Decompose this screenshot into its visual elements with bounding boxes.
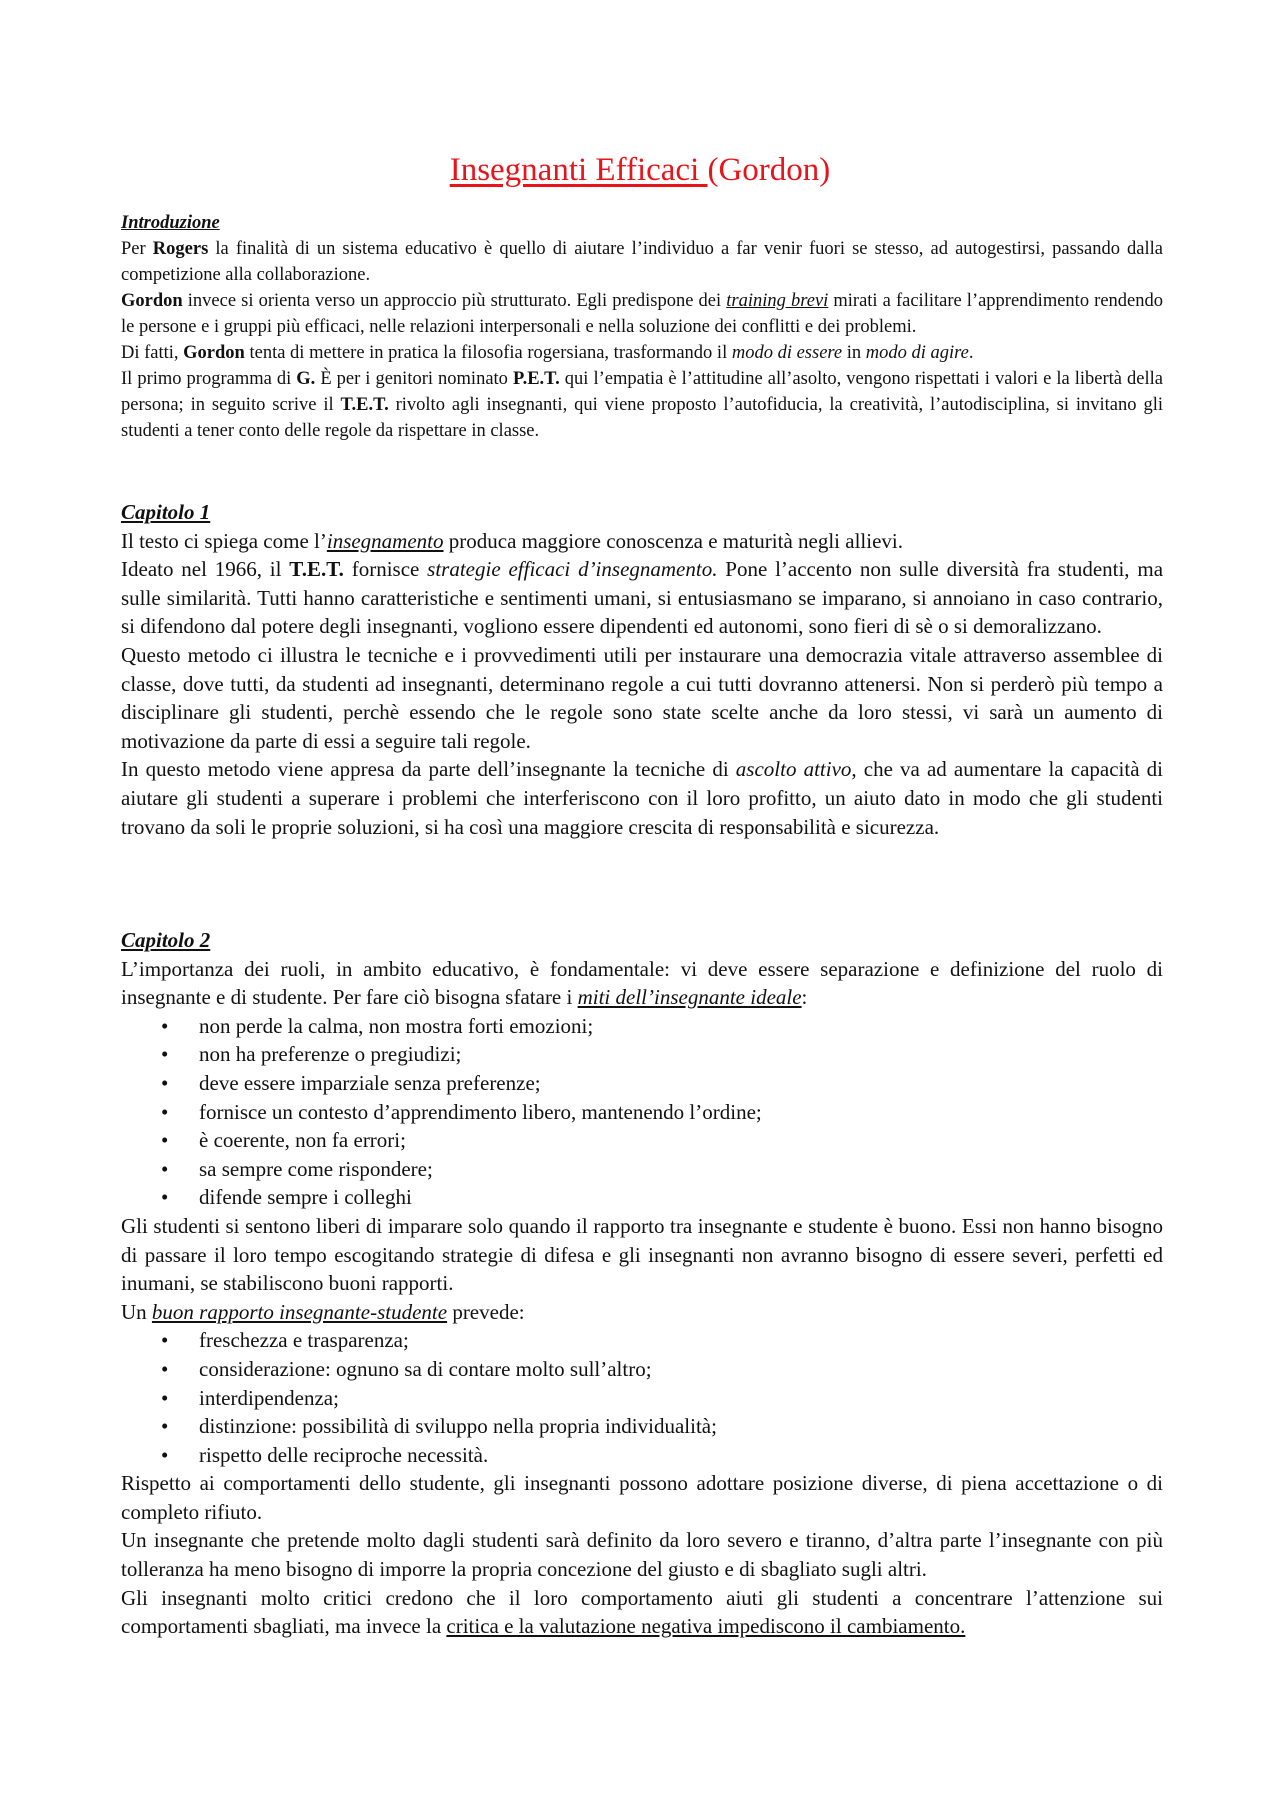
document-title <box>0 150 1280 190</box>
paragraph: Il primo programma di G. È per i genitori nominato P.E.T. qui l’empatia è l’attitudine all’asolto, vengono rispettati i valori e la libertà della persona; in seguito scrive il T.E.T. rivolto agli insegnanti, qui viene proposto l’autofiducia, la creatività, l’autodisciplina, si invitano gli studenti a tener conto delle regole da rispettare in classe. <box>121 369 1163 441</box>
paragraph: L’importanza dei ruoli, in ambito educativo, è fondamentale: vi deve essere separazione e definizione del ruolo di insegnante e di studente. Per fare ciò bisogna sfatare i miti dell’insegnante ideale: <box>121 956 1163 1010</box>
paragraph: Il testo ci spiega come l’insegnamento produca maggiore conoscenza e maturità negli allievi. <box>121 528 903 553</box>
list-item: • rispetto delle reciproche necessità. <box>121 1441 1163 1470</box>
paragraph: Ideato nel 1966, il T.E.T. fornisce strategie efficaci d’insegnamento. Pone l’accento non sulle diversità fra studenti, ma sulle similarità. Tutti hanno caratteristiche e sentimenti umani, si entusiasmano se imparano, si annoiano in caso contrario, si difendono dal potere degli insegnanti, vogliono essere dipendenti ed autonomi, sono fieri di sè o si demoralizzano. <box>121 557 1164 639</box>
list-item: • non perde la calma, non mostra forti emozioni; <box>121 1012 1163 1041</box>
list-item: • considerazione: ognuno sa di contare molto sull’altro; <box>121 1355 1163 1384</box>
list-item: • sa sempre come rispondere; <box>121 1155 1163 1184</box>
paragraph: Gordon invece si orienta verso un approccio più strutturato. Egli predispone dei training brevi mirati a facilitare l’apprendimento rendendo le persone e i gruppi più efficaci, nelle relazioni interpersonali e nella soluzione dei conflitti e dei problemi. <box>121 291 1163 337</box>
section-introduzione <box>121 210 1163 444</box>
list-item: • interdipendenza; <box>121 1384 1163 1413</box>
list-item: • deve essere imparziale senza preferenze; <box>121 1069 1163 1098</box>
paragraph: Gli studenti si sentono liberi di imparare solo quando il rapporto tra insegnante e studente è buono. Essi non hanno bisogno di passare il loro tempo escogitando strategie di difesa e gli insegnanti non avranno bisogno di essere severi, perfetti ed inumani, se stabiliscono buoni rapporti. <box>121 1213 1163 1296</box>
title-main: Insegnanti Efficaci <box>449 152 708 188</box>
title-suffix: (Gordon) <box>707 152 831 188</box>
list-item: • fornisce un contesto d’apprendimento libero, mantenendo l’ordine; <box>121 1098 1163 1127</box>
paragraph: Questo metodo ci illustra le tecniche e i provvedimenti utili per instaurare una democrazia vitale attraverso assemblee di classe, dove tutti, da studenti ad insegnanti, determinano regole a cui tutti dovranno attenersi. Non si perderò più tempo a disciplinare gli studenti, perchè essendo che le regole sono state scelte anche da loro stessi, vi sarà un aumento di motivazione da parte di essi a seguire tali regole. <box>121 642 1163 753</box>
paragraph: Un insegnante che pretende molto dagli studenti sarà definito da loro severo e tiranno, d’altra parte l’insegnante con più tolleranza ha meno bisogno di imporre la propria concezione del giusto e di sbagliato sugli altri. <box>121 1528 1163 1582</box>
list-item: • è coerente, non fa errori; <box>121 1126 1163 1155</box>
section-capitolo-2 <box>121 926 1163 1641</box>
myths-list <box>121 1012 1163 1212</box>
list-item: • freschezza e trasparenza; <box>121 1326 1163 1355</box>
rapport-list <box>121 1326 1163 1469</box>
list-item: • distinzione: possibilità di sviluppo nella propria individualità; <box>121 1412 1163 1441</box>
paragraph: Rispetto ai comportamenti dello studente, gli insegnanti possono adottare posizione diverse, di piena accettazione o di completo rifiuto. <box>121 1471 1163 1524</box>
paragraph: Di fatti, Gordon tenta di mettere in pratica la filosofia rogersiana, trasformando il modo di essere in modo di agire. <box>121 343 974 363</box>
paragraph: In questo metodo viene appresa da parte dell’insegnante la tecniche di ascolto attivo, che va ad aumentare la capacità di aiutare gli studenti a superare i problemi che interferiscono con il loro profitto, un aiuto dato in modo che gli studenti trovano da soli le proprie soluzioni, si ha così una maggiore crescita di responsabilità e sicurezza. <box>121 757 1163 839</box>
paragraph: Per Rogers la finalità di un sistema educativo è quello di aiutare l’individuo a far venir fuori se stesso, ad autogestirsi, passando dalla competizione alla collaborazione. <box>121 239 1163 285</box>
section-heading: Introduzione <box>121 213 220 233</box>
paragraph: Gli insegnanti molto critici credono che il loro comportamento aiuti gli studenti a concentrare l’attenzione sui comportamenti sbagliati, ma invece la critica e la valutazione negativa impediscono il cambiamento. <box>121 1585 1163 1639</box>
section-capitolo-1 <box>121 498 1163 841</box>
list-item: • difende sempre i colleghi <box>121 1183 1163 1212</box>
section-heading: Capitolo 1 <box>121 500 211 524</box>
list-item: • non ha preferenze o pregiudizi; <box>121 1040 1163 1069</box>
paragraph: Un buon rapporto insegnante-studente prevede: <box>121 1299 525 1324</box>
section-heading: Capitolo 2 <box>121 928 211 952</box>
